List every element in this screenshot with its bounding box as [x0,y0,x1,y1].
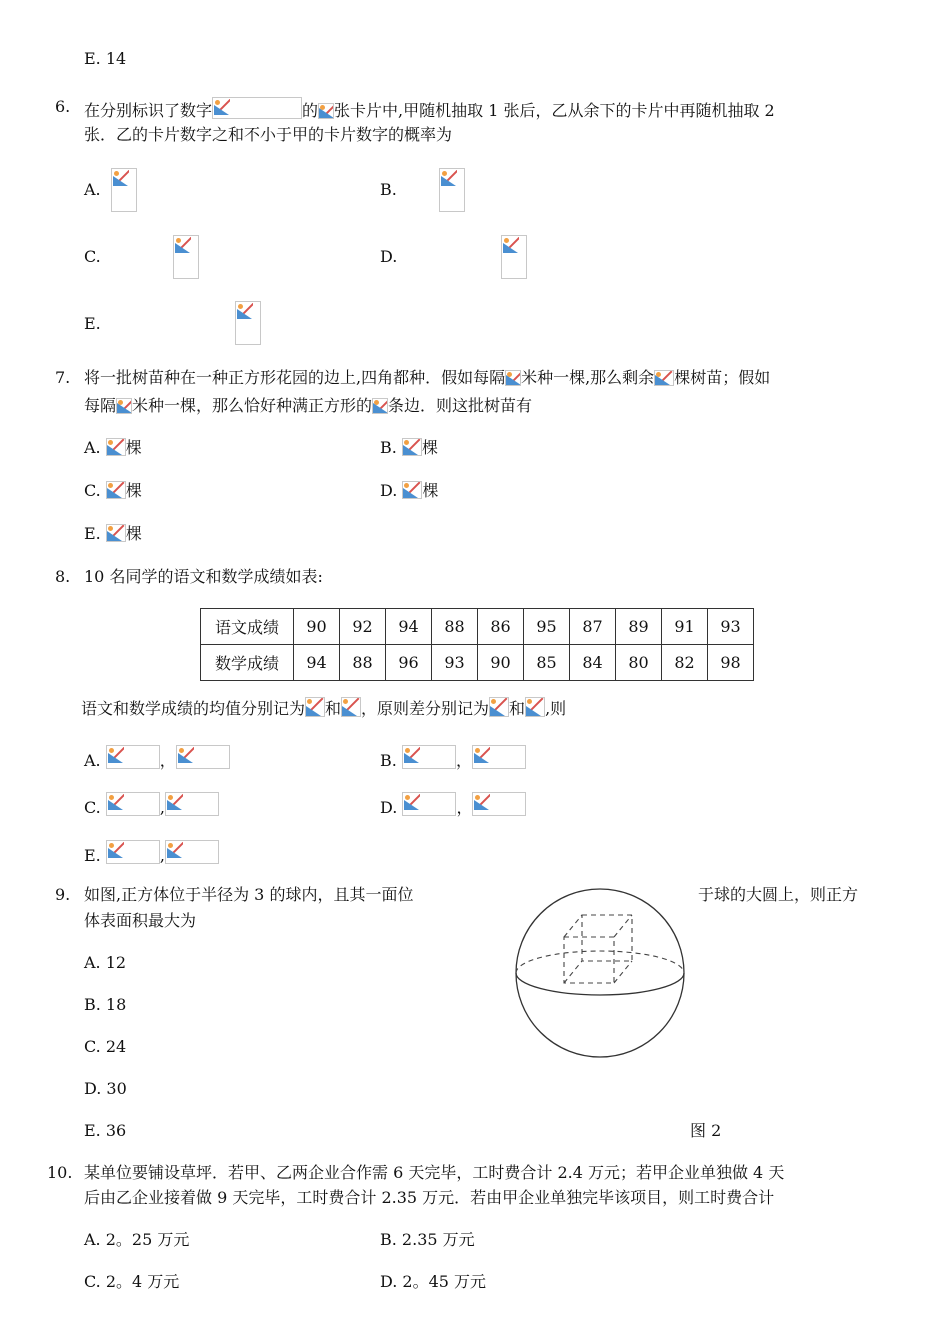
row-header: 数学成绩 [201,645,294,681]
q9-option-a: A. 12 [84,953,127,972]
option-image [472,745,526,769]
q6-line1 [84,97,775,121]
q5-option-e: E. 14 [84,49,127,68]
table-row [201,609,754,645]
table-cell: 86 [478,609,524,645]
table-cell: 80 [616,645,662,681]
q6-digits-image [212,97,302,119]
equator-back [516,951,684,973]
option-image [402,792,456,816]
q9-line1-b: 于球的大圆上，则正方 [698,885,859,904]
table-cell: 96 [386,645,432,681]
q6-line2: 张．乙的卡片数字之和不小于甲的卡片数字的概率为 [84,125,453,144]
option-unit: 棵 [125,524,142,543]
q6-option-b [380,180,397,200]
option-sep: , [159,798,165,817]
option-label: C. [84,481,101,500]
table-cell: 89 [616,609,662,645]
option-label: E. [84,524,101,543]
broken-image-icon [175,237,191,253]
q7-line2-text-c: 条边．则这批树苗有 [388,396,533,415]
option-image [165,840,219,864]
broken-image-icon [106,438,126,456]
broken-image-icon [167,842,183,858]
q9-number: 9. [55,885,71,904]
table-cell: 90 [294,609,340,645]
q7-line1-text-a: 将一批树苗种在一种正方形花园的边上,四角都种．假如每隔 [84,368,506,387]
option-sep: , [159,846,165,865]
figure-caption: 图 2 [690,1121,722,1140]
table-cell: 94 [294,645,340,681]
broken-image-icon [305,697,325,717]
q7-option-c [84,481,142,501]
q7-number: 7. [55,368,71,387]
table-cell: 88 [432,609,478,645]
q6-option-c [84,247,101,267]
q9-option-b: B. 18 [84,995,127,1014]
q6-option-c-image [173,235,199,279]
option-label: B. [380,438,397,457]
q6-option-b-image [439,168,465,212]
q7-line2-text-b: 米种一棵，那么恰好种满正方形的 [132,396,373,415]
option-unit: 棵 [422,481,439,500]
option-unit: 棵 [421,438,438,457]
option-sep: ， [159,751,176,770]
option-image [106,840,160,864]
broken-image-icon [372,398,388,414]
q7-line1-text-c: 棵树苗；假如 [674,368,771,387]
option-image [402,745,456,769]
table-row [201,645,754,681]
broken-image-icon [108,842,124,858]
option-label: D. [380,798,398,817]
q10-option-a: A. 2。25 万元 [84,1230,190,1249]
sphere-outline [516,889,684,1057]
q10-option-c: C. 2。4 万元 [84,1272,180,1291]
q8-stem-text-c: ，原则差分别记为 [361,699,490,718]
q8-stem-text-d: 和 [509,699,526,718]
q10-option-b: B. 2.35 万元 [380,1230,475,1249]
table-cell: 82 [662,645,708,681]
table-cell: 93 [432,645,478,681]
broken-image-icon [108,747,124,763]
option-label: A. [84,180,101,199]
option-label: A. [84,751,101,770]
inscribed-cube [564,915,632,983]
q10-option-d: D. 2。45 万元 [380,1272,487,1291]
broken-image-icon [237,303,253,319]
broken-image-icon [505,370,521,386]
q10-line2: 后由乙企业接着做 9 天完毕，工时费合计 2.35 万元．若由甲企业单独完毕该项目，则工时费合计 [84,1188,775,1207]
q7-line1 [84,368,770,388]
option-label: B. [380,180,397,199]
table-cell: 95 [524,609,570,645]
sphere-cube-figure [508,882,692,1064]
table-cell: 94 [386,609,432,645]
q9-option-d: D. 30 [84,1079,127,1098]
q6-option-e [84,314,101,334]
q7-line2 [84,396,532,416]
q6-option-e-image [235,301,261,345]
broken-image-icon [525,697,545,717]
table-cell: 91 [662,609,708,645]
q7-option-e [84,524,142,544]
equator-front [516,973,684,995]
q6-number: 6. [55,97,71,116]
table-cell: 90 [478,645,524,681]
q8-stem-text-e: ,则 [545,699,567,718]
option-label: D. [380,247,398,266]
q6-option-d-image [501,235,527,279]
row-header: 语文成绩 [201,609,294,645]
broken-image-icon [489,697,509,717]
q8-stem [81,697,566,719]
q9-line2: 体表面积最大为 [84,911,197,930]
broken-image-icon [178,747,194,763]
option-label: D. [380,481,398,500]
q7-line2-text-a: 每隔 [84,396,117,415]
q8-option-b [380,745,526,771]
broken-image-icon [167,794,183,810]
q9-line1-a: 如图,正方体位于半径为 3 的球内，且其一面位 [84,885,414,904]
broken-image-icon [503,237,519,253]
broken-image-icon [654,370,674,386]
table-cell: 87 [570,609,616,645]
q8-option-d [380,792,526,818]
table-cell: 92 [340,609,386,645]
q8-stem-text-a: 语文和数学成绩的均值分别记为 [81,699,306,718]
broken-image-icon [214,99,230,115]
option-unit: 棵 [125,438,142,457]
q8-stem-text-b: 和 [325,699,342,718]
option-label: C. [84,798,101,817]
q6-line1-text-c: 张卡片中,甲随机抽取 1 张后，乙从余下的卡片中再随机抽取 2 [334,101,775,120]
option-image [472,792,526,816]
q6-option-d [380,247,397,267]
option-image [106,745,160,769]
table-cell: 88 [340,645,386,681]
option-image [106,792,160,816]
q6-line1-text-a: 在分别标识了数字 [84,101,213,120]
q6-option-a-image [111,168,137,212]
broken-image-icon [113,170,129,186]
q7-option-d [380,481,438,501]
option-image [176,745,230,769]
q7-option-b [380,438,438,458]
option-image [165,792,219,816]
q8-number: 8. [55,567,71,586]
table-cell: 93 [708,609,754,645]
broken-image-icon [341,697,361,717]
broken-image-icon [318,103,334,119]
q6-line1-text-b: 的 [302,101,319,120]
q6-option-a [84,180,101,200]
broken-image-icon [474,794,490,810]
table-cell: 85 [524,645,570,681]
option-label: A. [84,438,101,457]
broken-image-icon [404,747,420,763]
q7-line1-text-b: 米种一棵,那么剩余 [521,368,655,387]
broken-image-icon [402,438,422,456]
option-label: B. [380,751,397,770]
broken-image-icon [441,170,457,186]
broken-image-icon [106,524,126,542]
q9-option-e: E. 36 [84,1121,127,1140]
broken-image-icon [106,481,126,499]
table-cell: 84 [570,645,616,681]
q10-number: 10. [47,1163,73,1182]
scores-table [200,608,754,681]
q8-option-a [84,745,230,771]
option-sep: ， [455,751,472,770]
q9-option-c: C. 24 [84,1037,127,1056]
option-label: C. [84,247,101,266]
broken-image-icon [404,794,420,810]
q8-intro: 10 名同学的语文和数学成绩如表: [84,567,323,586]
broken-image-icon [108,794,124,810]
q10-line1: 某单位要铺设草坪．若甲、乙两企业合作需 6 天完毕，工时费合计 2.4 万元；若甲企业单独做 4 天 [84,1163,785,1182]
broken-image-icon [116,398,132,414]
broken-image-icon [402,481,422,499]
q8-option-c [84,792,219,818]
table-cell: 98 [708,645,754,681]
option-sep: ， [456,798,473,817]
q8-option-e [84,840,219,866]
option-label: E. [84,846,101,865]
option-unit: 棵 [125,481,142,500]
broken-image-icon [474,747,490,763]
option-label: E. [84,314,101,333]
q7-option-a [84,438,142,458]
